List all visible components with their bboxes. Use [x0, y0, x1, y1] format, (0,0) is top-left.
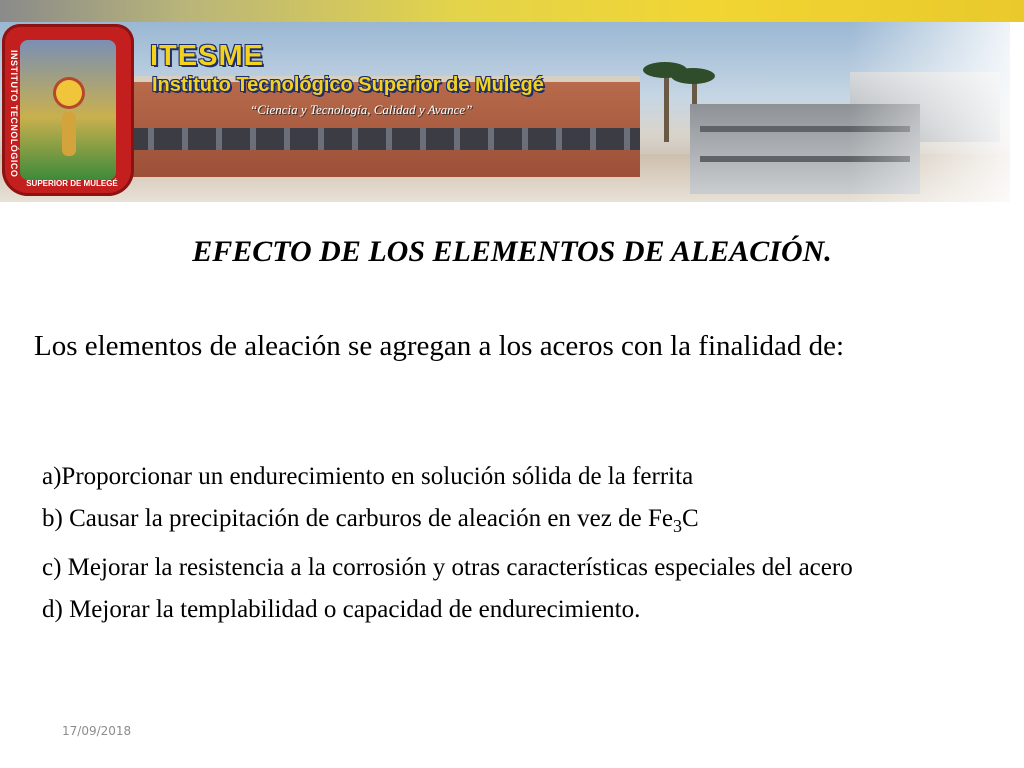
list-item-b-subscript: 3	[672, 516, 682, 536]
logo-emblem	[20, 40, 116, 180]
palm-tree	[671, 68, 715, 84]
slide-intro: Los elementos de aleación se agregan a los aceros con la finalidad de:	[34, 330, 845, 362]
top-color-stripe	[0, 0, 1024, 22]
institution-slogan: “Ciencia y Tecnología, Calidad y Avance”	[250, 102, 473, 117]
list-item-a: a)Proporcionar un endurecimiento en solución sólida de la ferrita	[42, 463, 694, 490]
header-banner	[0, 22, 1010, 202]
slide-title: EFECTO DE LOS ELEMENTOS DE ALEACIÓN.	[192, 235, 832, 268]
list-item-b	[34, 498, 990, 547]
logo-side-text: INSTITUTO TECNOLÓGICO	[9, 50, 19, 178]
logo-figure-icon	[62, 112, 76, 156]
logo-bottom-text: SUPERIOR DE MULEGÉ	[26, 179, 118, 188]
logo-gear-icon	[56, 80, 82, 106]
banner-fade	[850, 22, 1010, 202]
slide-date: 17/09/2018	[62, 724, 132, 738]
list-item-b-suffix: C	[681, 505, 699, 532]
palm-trunk	[664, 72, 669, 142]
institution-name: Instituto Tecnológico Superior de Mulegé	[152, 74, 544, 96]
list-item-b-text: b) Causar la precipitación de carburos de aleación en vez de Fe	[42, 505, 673, 532]
institution-logo	[2, 24, 134, 196]
list-item-c: c) Mejorar la resistencia a la corrosión y otras características especiales del acero	[42, 554, 853, 581]
building-windows	[120, 128, 640, 150]
item-list	[34, 456, 990, 631]
brand-name: ITESME	[150, 40, 264, 72]
list-item-d: d) Mejorar la templabilidad o capacidad de endurecimiento.	[42, 596, 641, 623]
